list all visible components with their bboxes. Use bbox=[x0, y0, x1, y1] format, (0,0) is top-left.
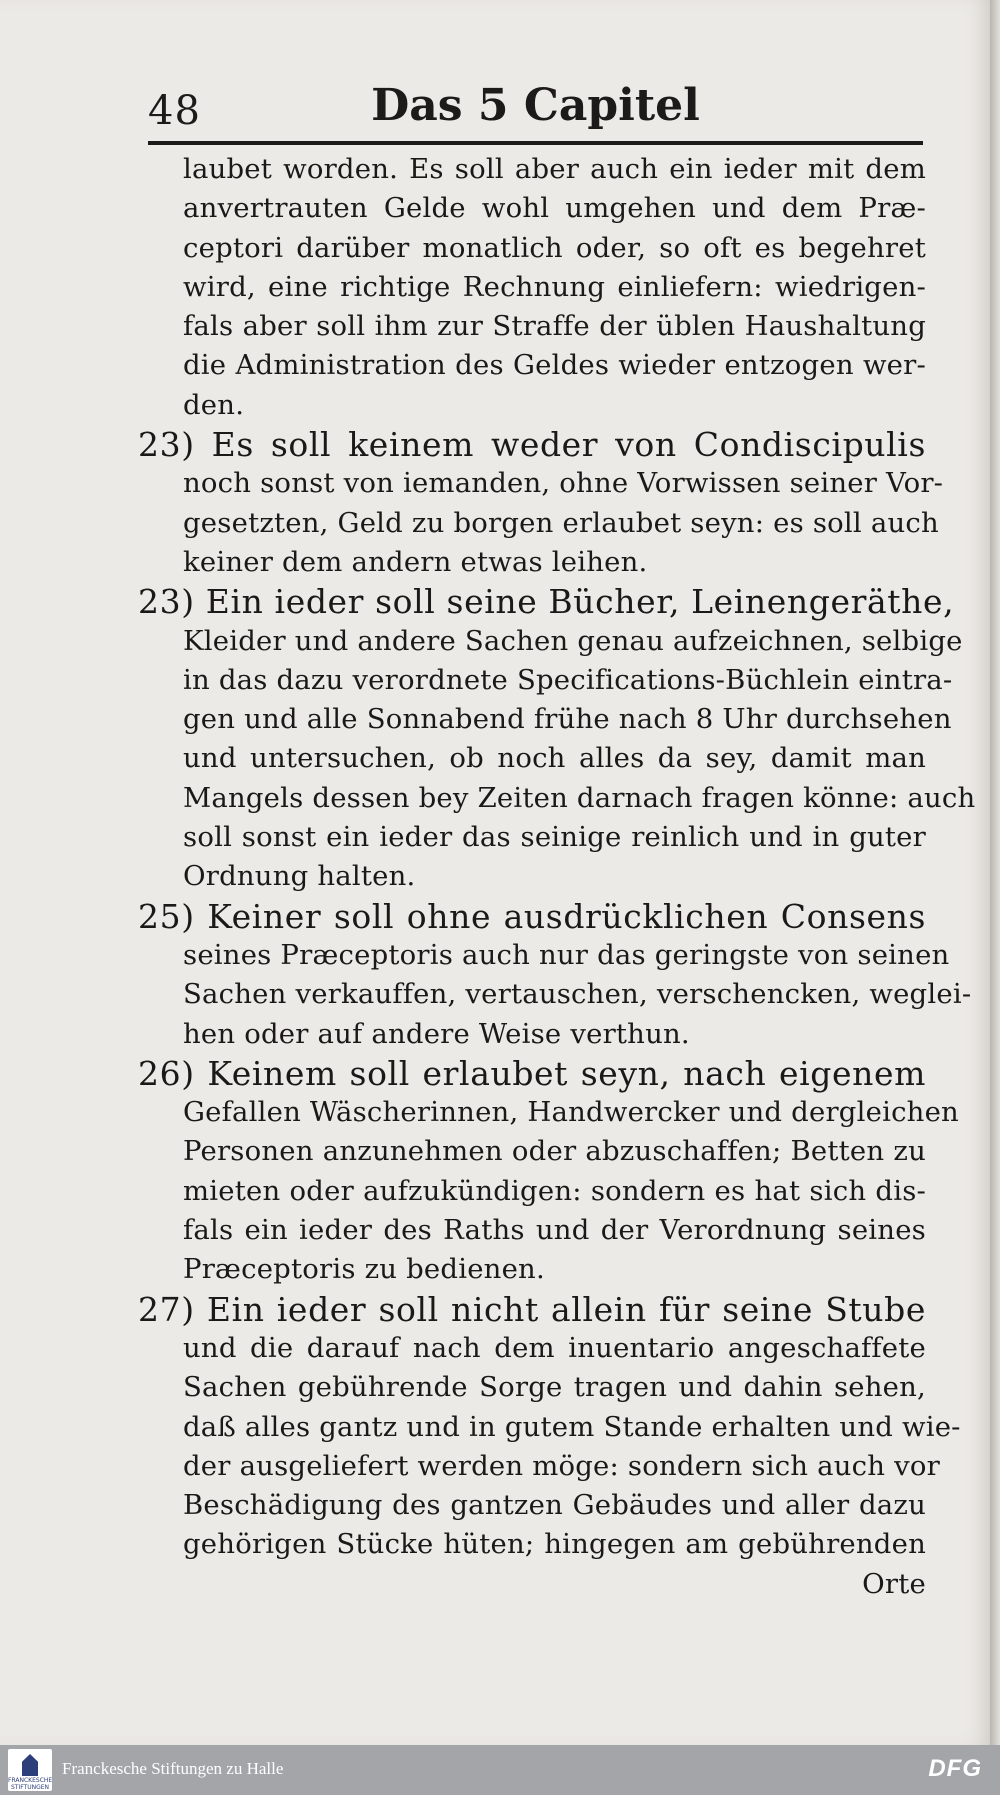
text-line: mieten oder aufzukündigen: sondern es hat sich dis- bbox=[183, 1174, 926, 1207]
page-header bbox=[148, 80, 923, 142]
text-line: in das dazu verordnete Specifications-Büchlein eintra- bbox=[183, 663, 953, 696]
text-line: Sachen verkauffen, vertauschen, verschencken, weglei- bbox=[183, 978, 972, 1011]
house-icon bbox=[22, 1754, 38, 1776]
page-edge bbox=[990, 0, 1000, 1745]
page-number: 48 bbox=[148, 88, 201, 134]
text-line: ceptori darüber monatlich oder, so oft es begehret bbox=[183, 231, 926, 264]
text-line: Præceptoris zu bedienen. bbox=[183, 1253, 545, 1286]
paragraph-start-line: 27) Ein ieder soll nicht allein für seine Stube bbox=[138, 1289, 926, 1329]
paragraph-start-line: 23) Ein ieder soll seine Bücher, Leinengeräthe, bbox=[138, 582, 955, 622]
running-head: Das 5 Capitel bbox=[371, 80, 700, 131]
text-line: Gefallen Wäscherinnen, Handwercker und dergleichen bbox=[183, 1096, 959, 1129]
text-line: anvertrauten Gelde wohl umgehen und dem Præ- bbox=[183, 192, 926, 225]
logo-text: FRANCKESCHE STIFTUNGEN bbox=[8, 1777, 53, 1791]
text-line: soll sonst ein ieder das seinige reinlich und in guter bbox=[183, 821, 926, 854]
text-line: den. bbox=[183, 388, 245, 421]
header-rule bbox=[148, 141, 923, 145]
text-line: wird, eine richtige Rechnung einliefern: wiedrigen- bbox=[183, 270, 926, 303]
paragraph-start-line: 26) Keinem soll erlaubet seyn, nach eigenem bbox=[138, 1053, 926, 1093]
text-line: keiner dem andern etwas leihen. bbox=[183, 545, 648, 578]
text-line: noch sonst von iemanden, ohne Vorwissen seiner Vor- bbox=[183, 467, 944, 500]
paragraph-start-line: 25) Keiner soll ohne ausdrücklichen Consens bbox=[138, 896, 926, 936]
text-line: fals ein ieder des Raths und der Verordnung seines bbox=[183, 1214, 926, 1247]
body-text bbox=[138, 150, 976, 1604]
footer-bar bbox=[0, 1745, 1000, 1795]
institution-name: Franckesche Stiftungen zu Halle bbox=[62, 1759, 284, 1778]
text-line: daß alles gantz und in gutem Stande erhalten und wie- bbox=[183, 1410, 961, 1443]
institution-logo[interactable] bbox=[8, 1749, 52, 1791]
text-line: Orte bbox=[862, 1567, 926, 1600]
text-line: gehörigen Stücke hüten; hingegen am gebührenden bbox=[183, 1528, 926, 1561]
text-line: der ausgeliefert werden möge: sondern sich auch vor bbox=[183, 1449, 940, 1482]
text-line: Beschädigung des gantzen Gebäudes und aller dazu bbox=[183, 1489, 926, 1522]
text-line: gesetzten, Geld zu borgen erlaubet seyn: es soll auch bbox=[183, 506, 939, 539]
paragraph-start-line: 23) Es soll keinem weder von Condiscipulis bbox=[138, 425, 926, 465]
text-line: Mangels dessen bey Zeiten darnach fragen könne: auch bbox=[183, 781, 976, 814]
text-line: und die darauf nach dem inuentario angeschaffete bbox=[183, 1331, 926, 1364]
text-line: Kleider und andere Sachen genau aufzeichnen, selbige bbox=[183, 624, 963, 657]
text-line: hen oder auf andere Weise verthun. bbox=[183, 1017, 690, 1050]
dfg-logo[interactable]: DFG bbox=[928, 1755, 982, 1782]
text-line: Ordnung halten. bbox=[183, 860, 416, 893]
text-line: seines Præceptoris auch nur das geringste von seinen bbox=[183, 938, 950, 971]
text-line: laubet worden. Es soll aber auch ein ieder mit dem bbox=[183, 153, 926, 185]
text-line: Sachen gebührende Sorge tragen und dahin sehen, bbox=[183, 1371, 926, 1404]
text-line: fals aber soll ihm zur Straffe der üblen Haushaltung bbox=[183, 310, 926, 343]
text-line: Personen anzunehmen oder abzuschaffen; Betten zu bbox=[183, 1135, 926, 1168]
text-line: die Administration des Geldes wieder entzogen wer- bbox=[183, 349, 926, 382]
text-line: und untersuchen, ob noch alles da sey, damit man bbox=[183, 742, 926, 775]
text-line: gen und alle Sonnabend frühe nach 8 Uhr durchsehen bbox=[183, 703, 952, 736]
